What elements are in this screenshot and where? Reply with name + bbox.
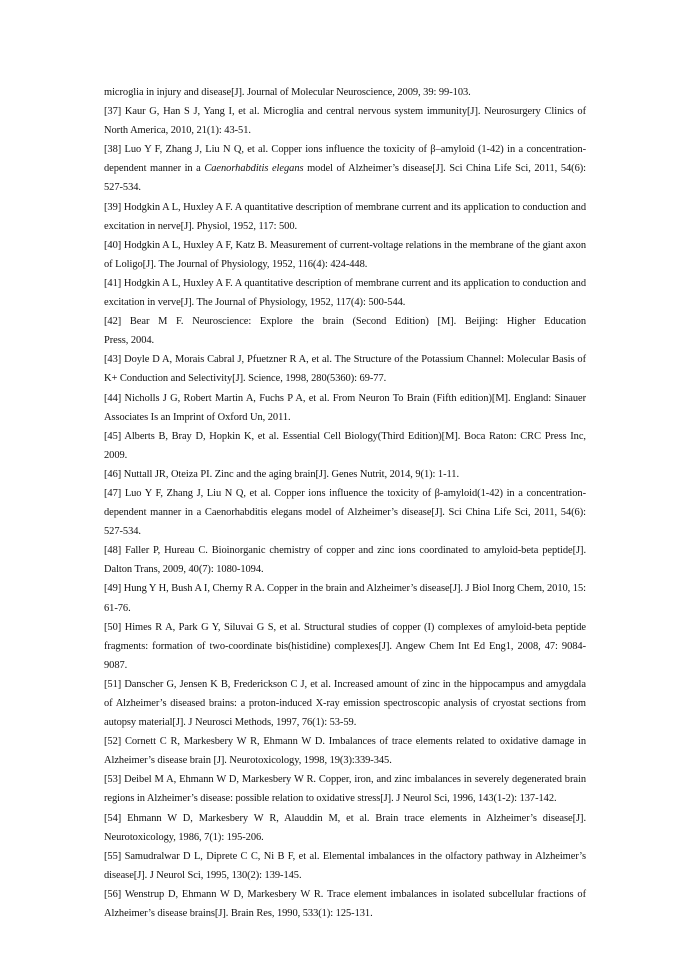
reference-item-37: [37] Kaur G, Han S J, Yang I, et al. Microglia and central nervous system immunity[J]. Neurosurgery Clinics of North America, 2010, 21(1): 43-51. — [104, 106, 586, 137]
reference-item-44: [44] Nicholls J G, Robert Martin A, Fuchs P A, et al. From Neuron To Brain (Fifth edition)[M]. England: Sinauer Associates Is an Imprint of Oxford Un, 2011. — [104, 392, 586, 423]
reference-38-italic-species: Caenorhabditis elegans — [204, 163, 304, 175]
reference-item-43: [43] Doyle D A, Morais Cabral J, Pfuetzner R A, et al. The Structure of the Potassium Channel: Molecular Basis of K+ Conduction and Selectivity[J]. Science, 1998, 280(5360): 69-77. — [104, 354, 586, 385]
reference-item-40: [40] Hodgkin A L, Huxley A F, Katz B. Measurement of current-voltage relations in the membrane of the giant axon of Loligo[J]. The Journal of Physiology, 1952, 116(4): 424-448. — [104, 239, 586, 270]
reference-item-41: [41] Hodgkin A L, Huxley A F. A quantitative description of membrane current and its application to conduction and excitation in verve[J]. The Journal of Physiology, 1952, 117(4): 500-544. — [104, 277, 586, 309]
reference-list — [104, 83, 586, 923]
reference-item-50: [50] Himes R A, Park G Y, Siluvai G S, et al. Structural studies of copper (I) complexes of amyloid-beta peptide fragments: formation of two-coordinate bis(histidine) complexes[J]. Angew Chem Int Ed Eng1, 2008, 47: 9084-9087. — [104, 621, 586, 671]
reference-item-53: [53] Deibel M A, Ehmann W D, Markesbery W R. Copper, iron, and zinc imbalances in severely degenerated brain regions in Alzheimer’s disease: possible relation to oxidative stress[J]. J Neurol Sci, 1996, 143(1-2): 137-142. — [104, 774, 586, 805]
reference-item-46: [46] Nuttall JR, Oteiza PI. Zinc and the aging brain[J]. Genes Nutrit, 2014, 9(1): 1-11. — [104, 468, 460, 480]
reference-item-45: [45] Alberts B, Bray D, Hopkin K, et al. Essential Cell Biology(Third Edition)[M]. Boca Raton: CRC Press Inc, 2009. — [104, 430, 586, 461]
reference-item-38 — [104, 140, 586, 197]
reference-item-54: [54] Ehmann W D, Markesbery W R, Alauddin M, et al. Brain trace elements in Alzheimer’s disease[J]. Neurotoxicology, 1986, 7(1): 195-206. — [104, 812, 586, 843]
reference-item-49: [49] Hung Y H, Bush A I, Cherny R A. Copper in the brain and Alzheimer’s disease[J]. J Biol Inorg Chem, 2010, 15: 61-76. — [104, 583, 586, 614]
reference-item-42 — [104, 312, 586, 350]
reference-item-55: [55] Samudralwar D L, Diprete C C, Ni B F, et al. Elemental imbalances in the olfactory pathway in Alzheimer’s disease[J]. J Neurol Sci, 1995, 130(2): 139-145. — [104, 850, 586, 881]
reference-42-line-2: Press, 2004. — [104, 335, 155, 347]
reference-38-text-end: model of Alzheimer’s disease[J]. Sci China Life Sci, 2011, 54(6): 527-534. — [104, 163, 587, 194]
reference-item-51: [51] Danscher G, Jensen K B, Frederickson C J, et al. Increased amount of zinc in the hippocampus and amygdala of Alzheimer’s diseased brains: a proton-induced X-ray emission spectroscopic analysis of cryostat sections from autopsy material[J]. J Neurosci Methods, 1997, 76(1): 53-59. — [104, 678, 586, 729]
reference-item-56: [56] Wenstrup D, Ehmann W D, Markesbery W R. Trace element imbalances in isolated subcellular fractions of Alzheimer’s disease brains[J]. Brain Res, 1990, 533(1): 125-131. — [104, 888, 586, 920]
reference-item-39: [39] Hodgkin A L, Huxley A F. A quantitative description of membrane current and its application to conduction and excitation in nerve[J]. Physiol, 1952, 117: 500. — [104, 201, 586, 232]
reference-item-52: [52] Cornett C R, Markesbery W R, Ehmann W D. Imbalances of trace elements related to oxidative damage in Alzheimer’s disease brain [J]. Neurotoxicology, 1998, 19(3):339-345. — [104, 736, 586, 767]
reference-item-continued: microglia in injury and disease[J]. Journal of Molecular Neuroscience, 2009, 39: 99-103. — [104, 87, 471, 98]
reference-38-text-start: [38] Luo Y F, Zhang J, Liu N Q, et al. Copper ions influence the toxicity of β–amyloid (1-42) in a concentration-dependent manner in a — [104, 144, 586, 175]
reference-item-47: [47] Luo Y F, Zhang J, Liu N Q, et al. Copper ions influence the toxicity of β-amyloid(1-42) in a concentration-dependent manner in a Caenorhabditis elegans model of Alzheimer’s disease[J]. Sci China Life Sci, 2011, 54(6): 527-534. — [104, 487, 586, 538]
reference-42-line-1: [42] Bear M F. Neuroscience: Explore the brain (Second Edition) [M]. Beijing: Higher Education — [104, 316, 586, 328]
reference-item-48: [48] Faller P, Hureau C. Bioinorganic chemistry of copper and zinc ions coordinated to amyloid-beta peptide[J]. Dalton Trans, 2009, 40(7): 1080-1094. — [104, 545, 586, 576]
